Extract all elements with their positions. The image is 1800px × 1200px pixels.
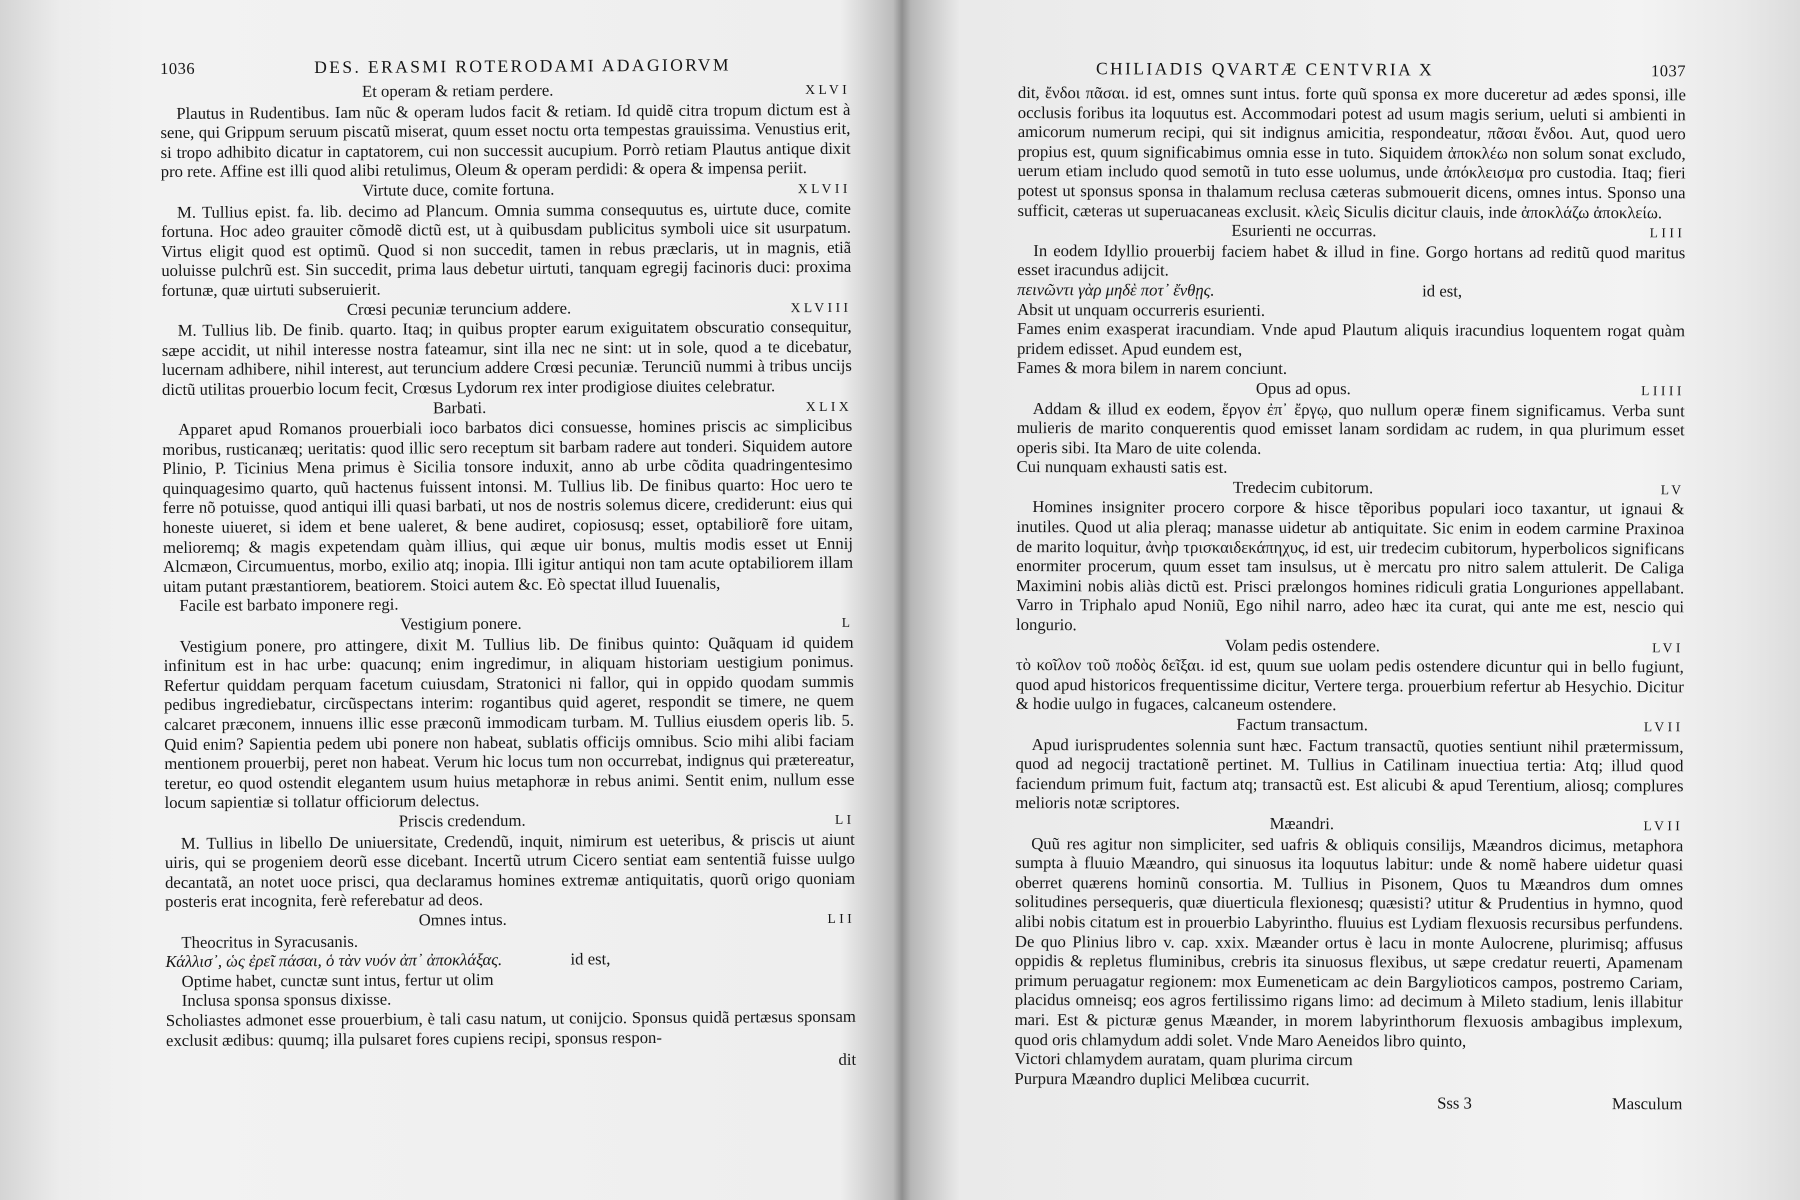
adage-number: L — [841, 614, 854, 630]
adage-text: M. Tullius lib. De finib. quarto. Itaq; in quibus propter earum exiguitatem obscuratio consequitur, sæpe accidit, ut nihil interesse nostra fateamur, sint illa nec ne sint: ut in sole, quod a te dicebatur, lucernam adhibere, nihil interest, aut teruncium addere Crœsi pecuniæ. Terunciũ nummi à tribus uncijs dictũ utilitas prouerbio locum fecit, Crœsus Lydorum rex inter prodigiose diuites celebratur. — [161, 316, 852, 399]
verse-line: Purpura Mæandro duplici Melibœa cucurrit. — [1014, 1068, 1310, 1089]
adage-number: LIII — [1649, 225, 1686, 241]
adage-heading — [1015, 813, 1683, 836]
adage-title: Esurienti ne occurras. — [1231, 220, 1377, 241]
adage-text: Homines insigniter procero corpore & hisce tẽporibus populari ioco taxantur, ut ignaui & inutiles. Quod ut alia pleraq; manasse uidetur ab antiquitate. Sic enim in eodem carmine Praxinoa de marito loquitur, ἀνὴρ τρισκαιδεκάπηχυς, id est, uir tredecim cubitorum, hyperbolicos significans enormiter procerum, quum esset tam insulsus, ut è mercatu pro nitro salem attulerit. De Caliga Maximini nobis aliàs dictũ est. Prisci prælongos homines ridiculi gratia Longuriones appellabant. Varro in Triphalo apud Noniũ, Ego nihil narro, adeo hæc ita curat, qui ante me est, nescio qui longurio. — [1015, 497, 1685, 635]
adage-text: τὸ κοῖλον τοῦ ποδὸς δεῖξαι. id est, quum sue uolam pedis ostendere dicuntur qui in bello fugiunt, quod apud historicos frequentissime dicitur, Vertere terga. prouerbium refertur ab Hesychio. Dicitur & hodie uulgo in fugaces, calcaneum ostendere. — [1015, 655, 1684, 715]
adage-number: LI — [834, 811, 855, 827]
verse-line: Victori chlamydem auratam, quam plurima circum — [1014, 1049, 1353, 1070]
running-title-left: DES. ERASMI ROTERODAMI ADAGIORVM — [314, 54, 731, 78]
adage-number: LV — [1660, 482, 1685, 498]
right-text-column — [1014, 83, 1686, 1114]
catchword-right: Masculum — [1611, 1094, 1683, 1114]
right-page — [1014, 58, 1686, 1114]
continued-text: dit, ἔνδοι πᾶσαι. id est, omnes sunt intus. forte quũ sponsa ex more duceretur ad ædes sponsi, ille occlusis foribus ita loquutus est. Accommodari potest ad usum magis serium, ueluti si ambienti in amicorum numerum recipi, qui sit indignus amicitia, respondeatur, πᾶσαι ἔνδοι. Aut, quod uero propius est, quum significabimus omnia esse in tuto. Siquidem ἀποκλέω non solum sonat excludo, uerum etiam includo quod semotũ in tuto esse uolumus, unde ἀπόκλεισμα pro custodia. Itaq; fieri potest ut sponsus sponsa in thalamum reclusa cæteras submouerit dicens, omnes intus. Sponso una sufficit, cæteras ut superuacaneas exclusit. κλεὶς Siculis dicitur clauis, inde ἀποκλάζω ἀποκλείω. — [1017, 82, 1686, 222]
adage-title: Barbati. — [432, 397, 487, 417]
right-running-head — [1018, 58, 1686, 82]
right-footer-line — [1014, 1092, 1682, 1114]
adage-heading — [1016, 714, 1684, 737]
adage-heading — [1017, 378, 1685, 401]
adage-heading — [1017, 220, 1685, 243]
adage-text: Apparet apud Romanos prouerbiali ioco barbatos dici consuesse, homines priscis ac simplicibus moribus, rusticanæq; ueritatis: quod illic sero receptum sit barbam radere aut tonderi. Siquidem autore Plinio, P. Ticinius Mena primus è Sicilia tonsore induxit, anno ab urbe cõdita quadringentesimo quinquagesimo quarto, quũ hactenus fuissent intonsi. M. Tullius lib. De finibus quarto: Hoc uero te ferre nõ potuisse, quod antiqui illi quasi barbati, ut nos de nostris solemus dicere, crediderunt: eius qui honeste uiueret, si idem et bene ualeret, & bene audiret, copiosusq; esset, optabiliorẽ fore uitam, melioremq; & magis expetendam quàm illius, qui æque uir bonus, multis modis esset ut Ennij Alcmæon, Circumuentus, morbo, exilio atq; inopia. Illi igitur antiqui non tam acute optabiliorem illam uitam putant præstantiorem, beatiorem. Stoici autem &c. Eò spectat illud Iuuenalis, — [162, 415, 854, 596]
adage-text: Vestigium ponere, pro attingere, dixit M. Tullius lib. De finibus quinto: Quãquam id quidem infinitum est in hac urbe: quacunq; enim ingredimur, in aliquam historiam uestigium ponimus. Refertur quiddam perquam facetum cuiusdam, Stratonici ni fallor, qui in oppido quodam summis pedibus ingrediebatur, circũspectans interim: rogantibus quid ageret, respondit se timere, ne quem calcaret præconem, innuens illic esse præconũ immodicam turbam. M. Tullius eiusdem operis lib. 5. Quid enim? Sapientia pedem ubi ponere non habeat, sublatis officijs omnibus. Scio mihi alibi faciam mentionem prouerbij, peret non habeat. Verum hic locus tum non occurrebat, indignus qui prætereatur, teretur, eo quod ostendit elegantem usum huius metaphoræ in rebus animi. Sentit enim, nullum esse locum sapientiæ si tollatur officiorum delectus. — [163, 632, 855, 813]
greek-quotation: Κάλλισ᾽, ὡς ἐρεῖ πάσαι, ὁ τὰν νυόν ἀπ᾽ ἀποκλάξας. — [165, 950, 503, 972]
adage-title: Volam pedis ostendere. — [1224, 635, 1380, 655]
adage-title: Omnes intus. — [418, 909, 507, 930]
adage-text: M. Tullius epist. fa. lib. decimo ad Plancum. Omnia summa consequutus es, uirtute duce, comite fortuna. Hoc adeo grauiter cõmodẽ dictũ est, ut à quibusdam publicitus symboli uice sit usurpatum. Virtus eligit quod est optimũ. Quod si non succedit, tamen in rebus præclaris, ut in magnis, etiã uoluisse pulchrũ est. Sin succedit, prima laus debetur uirtuti, tanquam egregij facinoris duci: proxima fortunæ, quæ uirtuti subseruierit. — [161, 198, 852, 300]
adage-title: Tredecim cubitorum. — [1232, 477, 1374, 498]
left-page — [160, 54, 856, 1074]
page-number-right: 1037 — [1650, 61, 1686, 81]
greek-gloss: id est, — [570, 949, 611, 969]
adage-title: Crœsi pecuniæ teruncium addere. — [346, 298, 572, 319]
adage-title: Virtute duce, comite fortuna. — [362, 179, 555, 200]
adage-title: Mæandri. — [1269, 813, 1335, 834]
running-title-right: CHILIADIS QVARTÆ CENTVRIA X — [1095, 58, 1435, 80]
adage-text: Plautus in Rudentibus. Iam nũc & operam ludos facit & retiam. Id quidẽ citra tropum dictum est à sene, qui Grippum seruum piscatũ miserat, quum esset noctu orta tempestas grauissima. Venustius erit, si tropo adhibito dicatur in captatorem, cui non successit aucupium. Porrò retiam Plautus antique dixit pro rete. Affine est illi quod alibi retulimus, Oleum & operam perdidi: & opera & impensa periit. — [160, 99, 851, 182]
signature-mark: Sss 3 — [1437, 1093, 1472, 1113]
adage-title: Factum transactum. — [1236, 714, 1369, 735]
adage-number: LVI — [1652, 639, 1684, 655]
left-text-column — [160, 79, 856, 1074]
catchword-left: dit — [838, 1049, 857, 1069]
adage-number: LIIII — [1641, 383, 1685, 399]
adage-text: Apud iurisprudentes solennia sunt hæc. Factum transactũ, quoties sentiunt nihil prætermissum, quod ad negocij tractationẽ pertinet. M. Tullius in Catilinam inuectiua tertia: Atq; illud quod faciendum primum fuit, factum atq; transactũ est. Est alicubi & apud Terentium, aliosq; complures melioris notæ scriptores. — [1015, 734, 1684, 813]
verse-line: Absit ut unquam occurreris esurienti. — [1017, 299, 1266, 320]
adage-text: Scholiastes admonet esse prouerbium, è tali casu natum, ut conijcio. Sponsus quidã pertæsus sponsam exclusit ædibus: quumq; illa pulsaret fores cupiens recipi, sponsus respon- — [165, 1006, 856, 1050]
adage-number: LVII — [1643, 719, 1684, 735]
adage-title: Priscis credendum. — [398, 810, 526, 831]
adage-number: LVII — [1643, 818, 1684, 834]
left-running-head — [160, 54, 850, 80]
adage-number: XLIX — [805, 398, 853, 414]
adage-title: Opus ad opus. — [1255, 378, 1351, 399]
page-number-left: 1036 — [160, 58, 196, 78]
verse-line: Cui nunquam exhausti satis est. — [1016, 457, 1228, 478]
greek-quotation: πεινῶντι γὰρ μηδὲ ποτ᾽ ἔνθῃς. — [1017, 279, 1215, 300]
adage-title: Vestigium ponere. — [400, 613, 522, 634]
adage-number: XLVI — [805, 81, 851, 98]
adage-text: Addam & illud ex eodem, ἔργον ἐπ᾽ ἔργῳ, quo nullum operæ finem significamus. Verba sunt mulieris de marito conquerentis quod emisset lanam sordidam ac rudem, in qua plurimum esset operis sibi. Ita Maro de uite colenda. — [1016, 398, 1685, 458]
verse-line: Fames & mora bilem in narem conciunt. — [1016, 358, 1288, 379]
verse-line: Optime habet, cunctæ sunt intus, fertur ut olim — [181, 969, 494, 991]
adage-text: Theocritus in Syracusanis. — [181, 931, 359, 952]
adage-number: XLVIII — [790, 299, 852, 315]
greek-gloss: id est, — [1422, 281, 1463, 301]
adage-number: LII — [827, 910, 856, 926]
adage-heading — [1016, 635, 1684, 658]
verse-quote: Facile est barbato imponere regi. — [179, 594, 399, 616]
left-catchword-line — [166, 1050, 856, 1074]
adage-heading — [1016, 477, 1684, 500]
adage-text: Quũ res agitur non simpliciter, sed uafris & obliquis consilijs, Mæandros dicimus, metaphora sumpta à fluuio Mæandro, qui sinuosus ita loquutus labitur: unde & nomẽ habere uidetur quasi oberret quærens hominũ consortia. M. Tullius in Pisonem, Quos tu Mæandros dum omnes solitudines persequeris, quæ diuerticula flexionesq; quæsisti? utitur & Prudentius in hymno, quod alibi nobis citatum est in prouerbio Labyrintho. fluuius est Lydiam flexuosis recursibus perfundens. De quo Plinius libro v. cap. xxix. Mæander ortus è lacu in monte Aulocrene, plurimisq; affusus oppidis & repletus fluminibus, crebris ita sinuosus flexibus, ut sæpe credatur reuerti, Apamenam primum peruagatur regionem: mox Eumeneticam ac dein Bargylioticos campos, postremo Cariam, placidus omneisq; eos agros fertilissimo rigans limo: ad decimum à Mileto stadium, lenis illabitur mari. Est & picturæ genus Mæander, in morem labyrinthorum flexuosis ambagibus implexum, quod oris chlamydum addi solet. Vnde Maro Aeneidos libro quinto, — [1014, 833, 1684, 1051]
verse-line: Inclusa sponsa sponsus dixisse. — [181, 989, 392, 1011]
adage-text: Fames enim exasperat iracundiam. Vnde apud Plautum aliquis iracundius loquentem rogat quàm pridem edisset. Apud eundem est, — [1016, 319, 1686, 359]
adage-title: Et operam & retiam perdere. — [361, 80, 554, 101]
adage-number: XLVII — [797, 180, 851, 197]
adage-text: In eodem Idyllio prouerbij faciem habet & illud in fine. Gorgo hortans ad reditũ quod maritus esset iracundus adijcit. — [1017, 240, 1686, 280]
adage-text: M. Tullius in libello De uniuersitate, Credendũ, inquit, nimirum est ueteribus, & priscis ut aiunt uiris, qui se progeniem deorũ esse dicebant. Incertũ utrum Cicero sentiat eam sententiã fuisse uulgo decantatã, an notet uoce prisci, qua declaramus homines extremæ antiquitatis, quorũ origo quoniam posteris erat incognita, ferè referebatur ad deos. — [164, 829, 856, 912]
greek-quotation-line — [1017, 280, 1685, 302]
